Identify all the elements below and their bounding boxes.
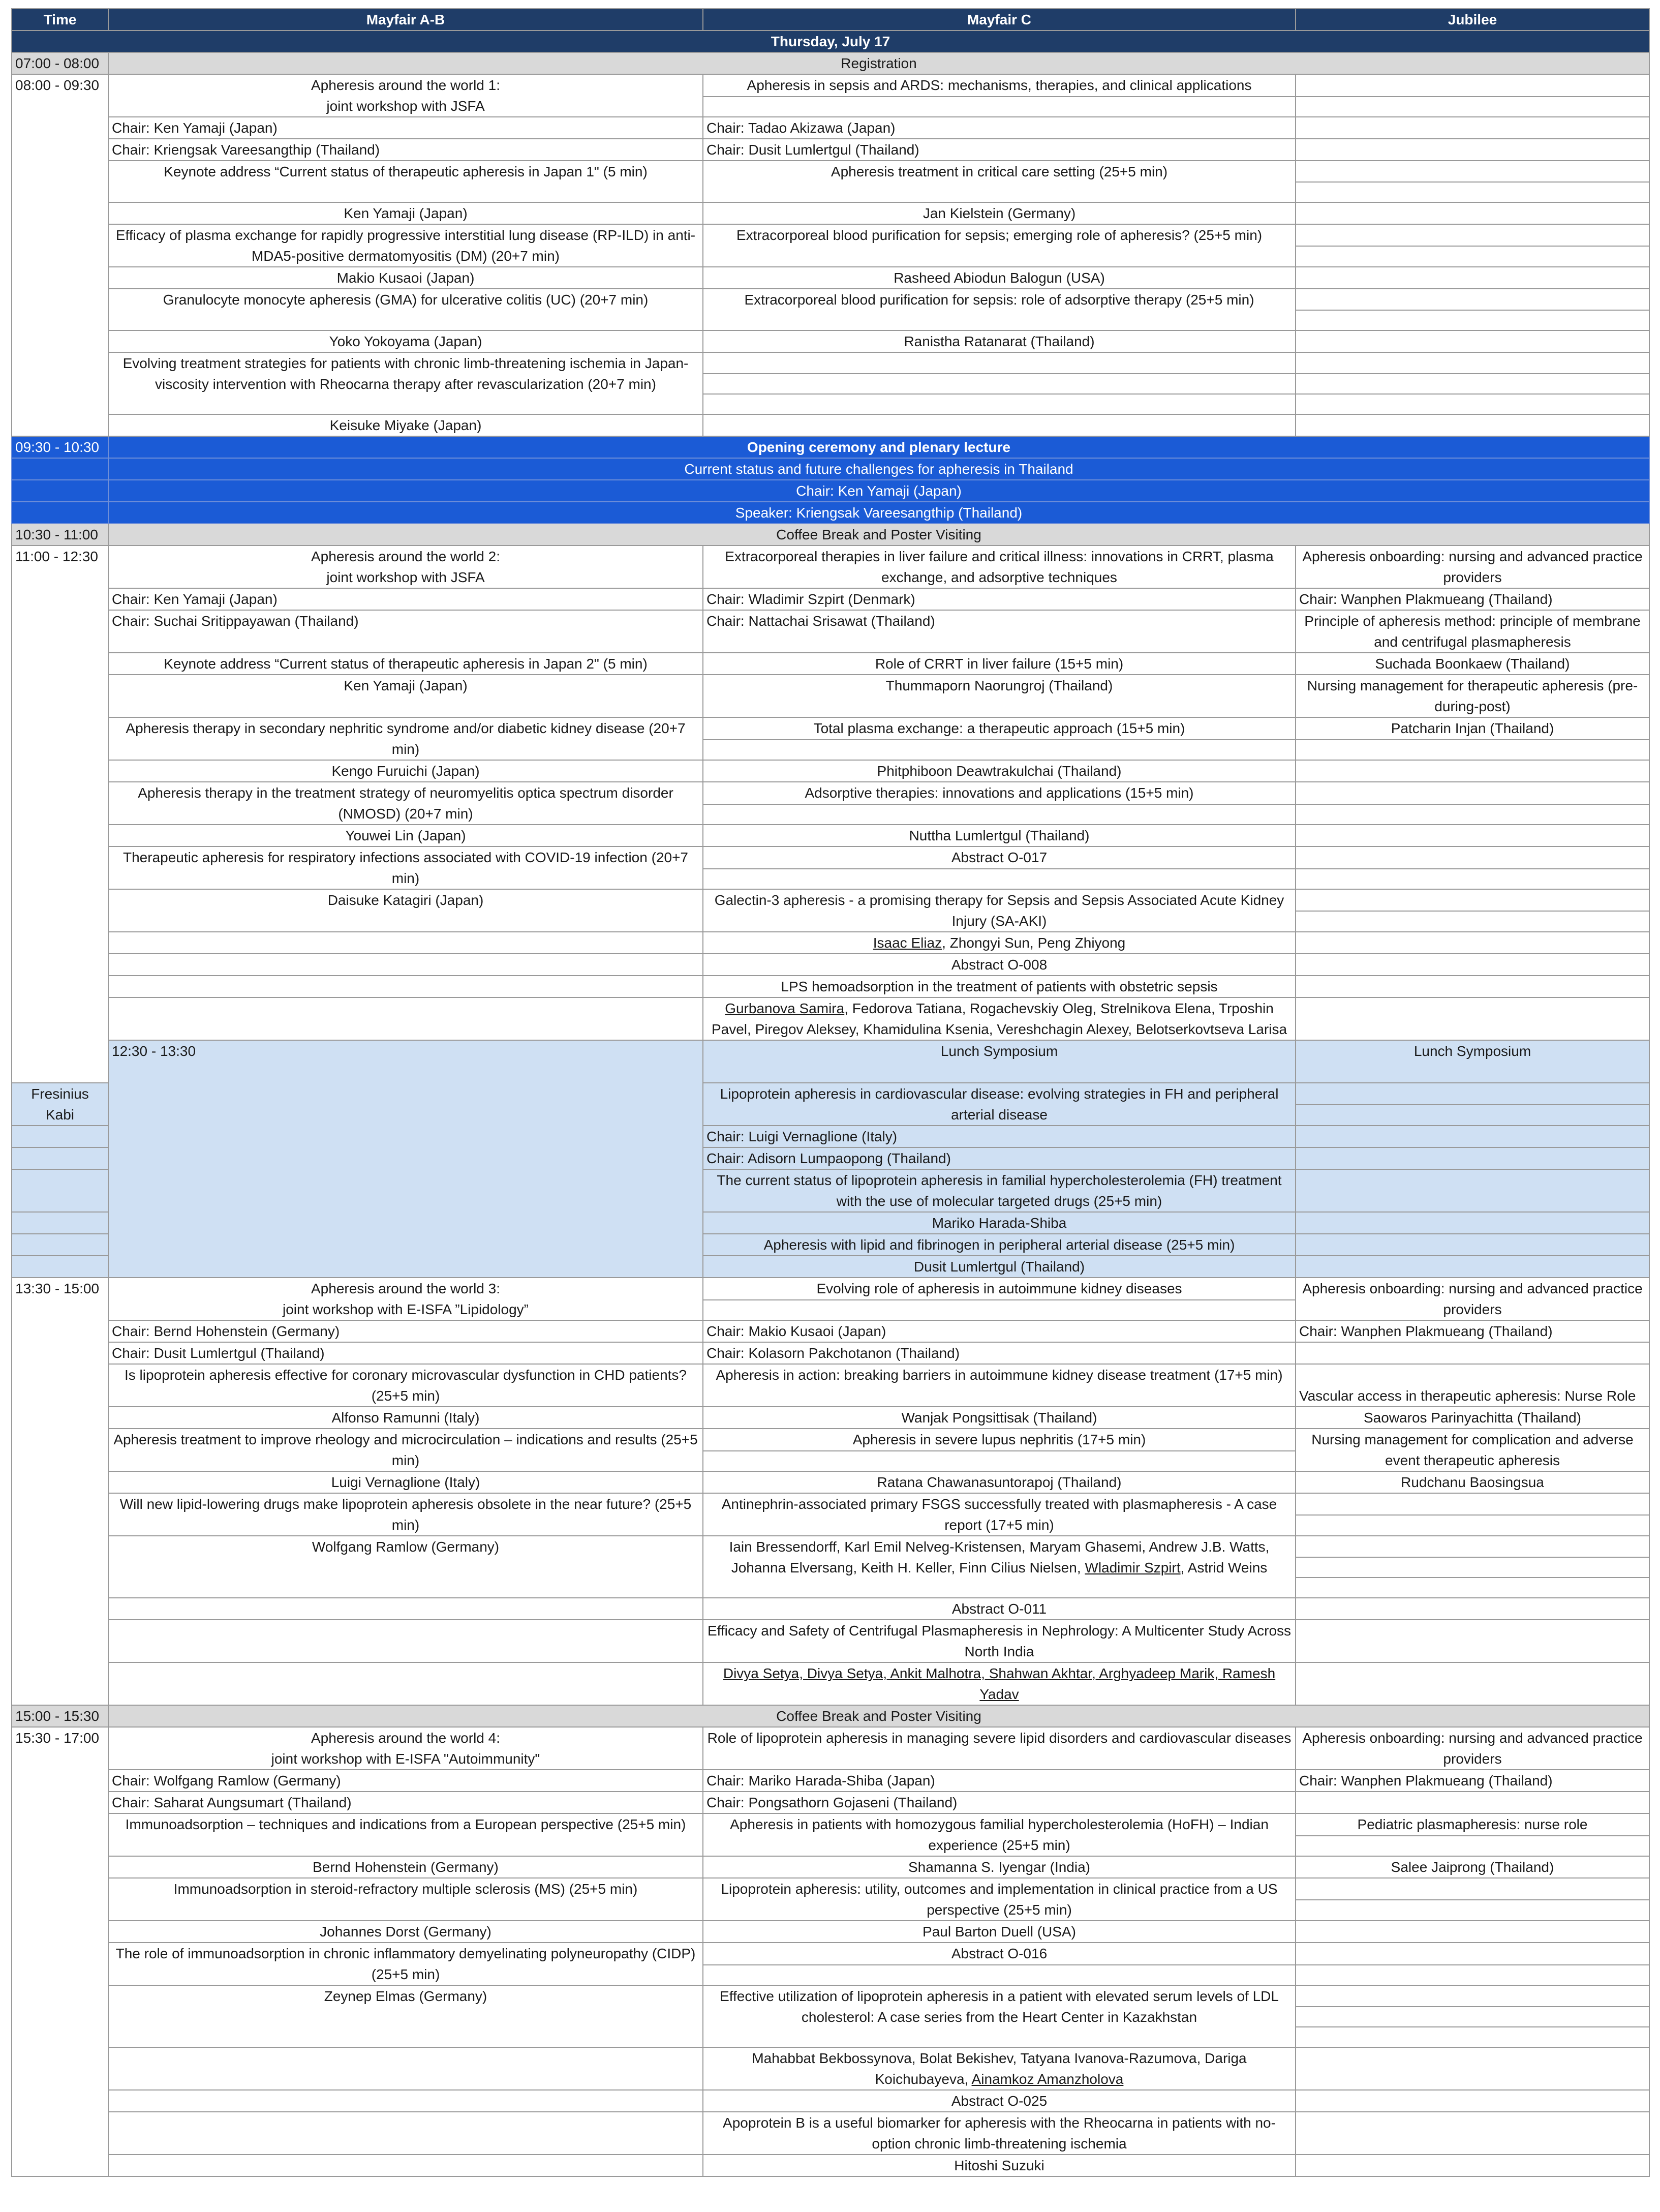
empty-cell (1296, 1578, 1649, 1598)
program-sheet (11, 8, 1649, 2177)
talk-title: Immunoadsorption in steroid-refractory multiple sclerosis (MS) (25+5 min) (108, 1878, 703, 1921)
session-title: Apheresis around the world 3: joint workshop with E-ISFA ”Lipidology” (108, 1278, 703, 1320)
talk-title: Immunoadsorption – techniques and indications from a European perspective (25+5 min) (108, 1813, 703, 1856)
empty-cell (1296, 760, 1649, 782)
abstract-number: Abstract O-017 (703, 846, 1296, 869)
presenting-author: Wladimir Szpirt (1085, 1560, 1181, 1575)
empty-cell (1296, 1900, 1649, 1921)
empty-cell (1296, 782, 1649, 804)
talk-title: Lipoprotein apheresis in cardiovascular disease: evolving strategies in FH and peripheral arterial disease (703, 1083, 1296, 1126)
empty-cell (703, 1451, 1296, 1471)
speaker-name: Wanjak Pongsittisak (Thailand) (703, 1407, 1296, 1429)
empty-cell (1296, 352, 1649, 374)
co-authors: , Fedorova Tatiana, Rogachevskiy Oleg, Strelnikova Elena, Trposhin Pavel, Piregov Aleksey, Khamidulina Ksenia, Vereshchagin Alexey, Belotserkovtseva Larisa (711, 1001, 1287, 1037)
chair-line: Chair: Kriengsak Vareesangthip (Thailand) (108, 139, 703, 161)
empty-cell (108, 997, 703, 1040)
coffee-break-label: Coffee Break and Poster Visiting (108, 1705, 1649, 1727)
talk-title: Total plasma exchange: a therapeutic approach (15+5 min) (703, 717, 1296, 740)
speaker-name: Thummaporn Naorungroj (Thailand) (703, 675, 1296, 717)
empty-cell (1296, 414, 1649, 436)
speaker-name: Salee Jaiprong (Thailand) (1296, 1856, 1649, 1878)
registration-label: Registration (108, 52, 1649, 74)
empty-cell (1296, 1985, 1649, 2007)
talk-title: Apheresis treatment in critical care setting (25+5 min) (703, 161, 1296, 202)
empty-cell (1296, 976, 1649, 997)
talk-title: Antinephrin-associated primary FSGS successfully treated with plasmapheresis - A case report (17+5 min) (703, 1493, 1296, 1536)
empty-cell (703, 414, 1296, 436)
chair-line: Chair: Kolasorn Pakchotanon (Thailand) (703, 1342, 1296, 1364)
empty-cell (703, 1300, 1296, 1320)
speaker-name: Phitphiboon Deawtrakulchai (Thailand) (703, 760, 1296, 782)
session-title: Apheresis around the world 4: joint workshop with E-ISFA "Autoimmunity" (108, 1727, 703, 1770)
time-cell: 07:00 - 08:00 (12, 52, 108, 74)
empty-cell (12, 1256, 108, 1278)
presenting-author: Divya Setya, Divya Setya, Ankit Malhotra, Shahwan Akhtar, Arghyadeep Marik, Ramesh Yadav (723, 1665, 1276, 1702)
chair-line: Chair: Wanphen Plakmueang (Thailand) (1296, 588, 1649, 610)
empty-cell (1296, 1878, 1649, 1900)
speaker-name: Dusit Lumlertgul (Thailand) (703, 1256, 1296, 1278)
talk-title: Therapeutic apheresis for respiratory infections associated with COVID-19 infection (20+7 min) (108, 846, 703, 889)
time-cell: 13:30 - 15:00 (12, 1278, 108, 1705)
speaker-name: Bernd Hohenstein (Germany) (108, 1856, 703, 1878)
chair-line: Chair: Ken Yamaji (Japan) (108, 117, 703, 139)
empty-cell (1296, 182, 1649, 202)
time-cell: 09:30 - 10:30 (12, 436, 108, 458)
co-authors: , Zhongyi Sun, Peng Zhiyong (942, 935, 1126, 951)
speaker-name: Wolfgang Ramlow (Germany) (108, 1536, 703, 1598)
empty-cell (1296, 1943, 1649, 1965)
chair-line: Chair: Wanphen Plakmueang (Thailand) (1296, 1770, 1649, 1792)
empty-cell (1296, 1256, 1649, 1278)
empty-cell (1296, 997, 1649, 1040)
empty-cell (1296, 1493, 1649, 1515)
header-row (12, 9, 1649, 31)
header-mayfair-ab: Mayfair A-B (108, 9, 703, 31)
talk-title: The current status of lipoprotein apheresis in familial hypercholesterolemia (FH) treatment with the use of molecular targeted drugs (25+5 min) (703, 1169, 1296, 1212)
empty-cell (12, 1169, 108, 1212)
chair-line: Chair: Makio Kusaoi (Japan) (703, 1320, 1296, 1342)
empty-cell (1296, 310, 1649, 330)
abstract-authors (703, 932, 1296, 954)
coffee-break-row (12, 1705, 1649, 1727)
speaker-name: Alfonso Ramunni (Italy) (108, 1407, 703, 1429)
chair-line: Chair: Dusit Lumlertgul (Thailand) (703, 139, 1296, 161)
empty-cell (1296, 1515, 1649, 1536)
empty-cell (1296, 1212, 1649, 1234)
plenary-subtitle: Current status and future challenges for apheresis in Thailand (108, 458, 1649, 480)
abstract-title: Efficacy and Safety of Centrifugal Plasmapheresis in Nephrology: A Multicenter Study Across North India (703, 1620, 1296, 1662)
speaker-name: Ken Yamaji (Japan) (108, 675, 703, 717)
empty-cell (108, 932, 703, 954)
empty-cell (1296, 740, 1649, 760)
speaker-name: Shamanna S. Iyengar (India) (703, 1856, 1296, 1878)
speaker-name: Ranistha Ratanarat (Thailand) (703, 330, 1296, 352)
time-cell: 12:30 - 13:30 (108, 1040, 703, 1278)
chair-line: Chair: Pongsathorn Gojaseni (Thailand) (703, 1792, 1296, 1813)
chair-line: Chair: Ken Yamaji (Japan) (108, 588, 703, 610)
talk-title: Apheresis in severe lupus nephritis (17+5 min) (703, 1429, 1296, 1451)
empty-cell (1296, 1169, 1649, 1212)
chair-line: Chair: Wanphen Plakmueang (Thailand) (1296, 1320, 1649, 1342)
speaker-name: Hitoshi Suzuki (703, 2155, 1296, 2176)
empty-cell (1296, 330, 1649, 352)
empty-cell (1296, 289, 1649, 310)
session-row (12, 74, 1649, 97)
time-cell: 15:00 - 15:30 (12, 1705, 108, 1727)
chair-line: Chair: Suchai Sritippayawan (Thailand) (108, 610, 703, 653)
speaker-name: Keisuke Miyake (Japan) (108, 414, 703, 436)
empty-cell (1296, 2027, 1649, 2047)
speaker-name: Makio Kusaoi (Japan) (108, 267, 703, 289)
session-title: Apheresis onboarding: nursing and advanced practice providers (1296, 546, 1649, 588)
talk-title: The role of immunoadsorption in chronic inflammatory demyelinating polyneuropathy (CIDP) (25+5 min) (108, 1943, 703, 1985)
talk-title: Apheresis in action: breaking barriers in autoimmune kidney disease treatment (17+5 min) (703, 1364, 1296, 1407)
abstract-authors (703, 2047, 1296, 2090)
co-authors: Mahabbat Bekbossynova, Bolat Bekishev, Tatyana Ivanova-Razumova, Dariga Koichubayeva, (752, 2050, 1247, 2087)
abstract-title: LPS hemoadsorption in the treatment of patients with obstetric sepsis (703, 976, 1296, 997)
talk-title: Evolving treatment strategies for patients with chronic limb-threatening ischemia in Japan-viscosity intervention with Rheocarna therapy after revascularization (20+7 min) (108, 352, 703, 414)
abstract-title: Effective utilization of lipoprotein apheresis in a patient with elevated serum levels of LDL cholesterol: A case series from the Heart Center in Kazakhstan (703, 1985, 1296, 2047)
empty-cell (108, 2155, 703, 2176)
header-time: Time (12, 9, 108, 31)
empty-cell (1296, 1536, 1649, 1557)
talk-title: Keynote address “Current status of therapeutic apheresis in Japan 2" (5 min) (108, 653, 703, 675)
co-authors: Iain Bressendorff, Karl Emil Nelveg-Kristensen, Maryam Ghasemi, Andrew J.B. Watts, Johanna Elversang, Keith H. Keller, Finn Cilius Nielsen, (729, 1539, 1270, 1575)
talk-title: Will new lipid-lowering drugs make lipoprotein apheresis obsolete in the near future? (25+5 min) (108, 1493, 703, 1536)
plenary-row (12, 436, 1649, 458)
abstract-number: Abstract O-025 (703, 2090, 1296, 2112)
session-title: Extracorporeal therapies in liver failure and critical illness: innovations in CRRT, plasma exchange, and adsorptive techniques (703, 546, 1296, 588)
talk-title: Apheresis therapy in the treatment strategy of neuromyelitis optica spectrum disorder (NMOSD) (20+7 min) (108, 782, 703, 825)
time-cell: 10:30 - 11:00 (12, 524, 108, 546)
empty-cell (12, 502, 108, 524)
empty-cell (1296, 202, 1649, 224)
talk-title: Apheresis treatment to improve rheology and microcirculation – indications and results (25+5 min) (108, 1429, 703, 1471)
chair-line: Chair: Wolfgang Ramlow (Germany) (108, 1770, 703, 1792)
talk-title: Pediatric plasmapheresis: nurse role (1296, 1813, 1649, 1836)
time-cell: 15:30 - 17:00 (12, 1727, 108, 2176)
empty-cell (1296, 869, 1649, 889)
session-title: Apheresis around the world 1: joint workshop with JSFA (108, 74, 703, 117)
empty-cell (108, 2047, 703, 2090)
empty-cell (1296, 1557, 1649, 1578)
speaker-name: Paul Barton Duell (USA) (703, 1921, 1296, 1943)
header-jubilee: Jubilee (1296, 9, 1649, 31)
talk-title: Granulocyte monocyte apheresis (GMA) for ulcerative colitis (UC) (20+7 min) (108, 289, 703, 330)
empty-cell (1296, 1620, 1649, 1662)
speaker-name: Ratana Chawanasuntorapoj (Thailand) (703, 1471, 1296, 1493)
empty-cell (1296, 911, 1649, 932)
empty-cell (1296, 1342, 1649, 1364)
speaker-name: Yoko Yokoyama (Japan) (108, 330, 703, 352)
talk-title: Principle of apheresis method: principle of membrane and centrifugal plasmapheresis (1296, 610, 1649, 653)
session-title: Apheresis around the world 2: joint workshop with JSFA (108, 546, 703, 588)
plenary-title: Opening ceremony and plenary lecture (108, 436, 1649, 458)
time-cell: 11:00 - 12:30 (12, 546, 108, 1083)
day-row (12, 31, 1649, 52)
speaker-name: Youwei Lin (Japan) (108, 825, 703, 846)
empty-cell (108, 1662, 703, 1705)
empty-cell (1296, 1921, 1649, 1943)
chair-line: Chair: Nattachai Srisawat (Thailand) (703, 610, 1296, 653)
registration-row (12, 52, 1649, 74)
sponsor-name: Fresinius Kabi (12, 1083, 108, 1126)
empty-cell (108, 2112, 703, 2155)
empty-cell (1296, 246, 1649, 267)
speaker-name: Nuttha Lumlertgul (Thailand) (703, 825, 1296, 846)
empty-cell (703, 374, 1296, 394)
abstract-authors (703, 1536, 1296, 1598)
speaker-name: Patcharin Injan (Thailand) (1296, 717, 1649, 740)
coffee-break-row (12, 524, 1649, 546)
presenting-author: Isaac Eliaz (873, 935, 942, 951)
empty-cell (1296, 1234, 1649, 1256)
speaker-name: Ken Yamaji (Japan) (108, 202, 703, 224)
empty-cell (703, 97, 1296, 117)
empty-cell (703, 352, 1296, 374)
empty-cell (1296, 2090, 1649, 2112)
speaker-name: Johannes Dorst (Germany) (108, 1921, 703, 1943)
abstract-number: Abstract O-008 (703, 954, 1296, 976)
empty-cell (1296, 1147, 1649, 1169)
abstract-title: Apoprotein B is a useful biomarker for apheresis with the Rheocarna in patients with no-option chronic limb-threatening ischemia (703, 2112, 1296, 2155)
empty-cell (703, 740, 1296, 760)
talk-title: Vascular access in therapeutic apheresis: Nurse Role (1296, 1364, 1649, 1407)
abstract-authors (703, 997, 1296, 1040)
presenting-author: Gurbanova Samira (725, 1001, 845, 1016)
speaker-name: Saowaros Parinyachitta (Thailand) (1296, 1407, 1649, 1429)
session-title: Evolving role of apheresis in autoimmune kidney diseases (703, 1278, 1296, 1300)
empty-cell (703, 804, 1296, 825)
empty-cell (108, 2090, 703, 2112)
empty-cell (108, 976, 703, 997)
chair-line: Chair: Dusit Lumlertgul (Thailand) (108, 1342, 703, 1364)
empty-cell (1296, 2007, 1649, 2027)
lunch-title: Lunch Symposium (1296, 1040, 1649, 1083)
coffee-break-label: Coffee Break and Poster Visiting (108, 524, 1649, 546)
abstract-number: Abstract O-016 (703, 1943, 1296, 1965)
empty-cell (1296, 394, 1649, 414)
empty-cell (1296, 1126, 1649, 1147)
speaker-name: Rudchanu Baosingsua (1296, 1471, 1649, 1493)
lunch-title: Lunch Symposium (703, 1040, 1296, 1083)
lunch-row (12, 1040, 1649, 1083)
talk-title: Nursing management for complication and adverse event therapeutic apheresis (1296, 1429, 1649, 1471)
chair-line: Chair: Luigi Vernaglione (Italy) (703, 1126, 1296, 1147)
empty-cell (108, 954, 703, 976)
speaker-name: Luigi Vernaglione (Italy) (108, 1471, 703, 1493)
empty-cell (1296, 139, 1649, 161)
empty-cell (12, 1126, 108, 1147)
empty-cell (1296, 161, 1649, 182)
plenary-speaker: Speaker: Kriengsak Vareesangthip (Thailand) (108, 502, 1649, 524)
empty-cell (1296, 1792, 1649, 1813)
talk-title: Is lipoprotein apheresis effective for coronary microvascular dysfunction in CHD patients? (25+5 min) (108, 1364, 703, 1407)
empty-cell (1296, 804, 1649, 825)
empty-cell (1296, 224, 1649, 246)
empty-cell (1296, 1965, 1649, 1985)
empty-cell (12, 480, 108, 502)
talk-title: Apheresis therapy in secondary nephritic syndrome and/or diabetic kidney disease (20+7 min) (108, 717, 703, 760)
speaker-name: Rasheed Abiodun Balogun (USA) (703, 267, 1296, 289)
speaker-name: Suchada Boonkaew (Thailand) (1296, 653, 1649, 675)
header-mayfair-c: Mayfair C (703, 9, 1296, 31)
session-title: Role of lipoprotein apheresis in managing severe lipid disorders and cardiovascular diseases (703, 1727, 1296, 1770)
chair-line: Chair: Tadao Akizawa (Japan) (703, 117, 1296, 139)
co-authors: , Astrid Weins (1180, 1560, 1268, 1575)
talk-title: Role of CRRT in liver failure (15+5 min) (703, 653, 1296, 675)
empty-cell (12, 458, 108, 480)
chair-line: Chair: Bernd Hohenstein (Germany) (108, 1320, 703, 1342)
day-label: Thursday, July 17 (12, 31, 1649, 52)
empty-cell (1296, 117, 1649, 139)
empty-cell (1296, 846, 1649, 869)
empty-cell (1296, 1662, 1649, 1705)
talk-title: Adsorptive therapies: innovations and applications (15+5 min) (703, 782, 1296, 804)
empty-cell (12, 1234, 108, 1256)
chair-line: Chair: Wladimir Szpirt (Denmark) (703, 588, 1296, 610)
talk-title: Nursing management for therapeutic apheresis (pre-during-post) (1296, 675, 1649, 717)
empty-cell (108, 1598, 703, 1620)
empty-cell (1296, 889, 1649, 911)
talk-title: Extracorporeal blood purification for sepsis; emerging role of apheresis? (25+5 min) (703, 224, 1296, 267)
chair-line: Chair: Adisorn Lumpaopong (Thailand) (703, 1147, 1296, 1169)
talk-title: Extracorporeal blood purification for sepsis: role of adsorptive therapy (25+5 min) (703, 289, 1296, 330)
empty-cell (1296, 2112, 1649, 2155)
chair-line: Chair: Saharat Aungsumart (Thailand) (108, 1792, 703, 1813)
speaker-name: Daisuke Katagiri (Japan) (108, 889, 703, 932)
empty-cell (108, 1620, 703, 1662)
empty-cell (12, 1212, 108, 1234)
empty-cell (1296, 1105, 1649, 1126)
plenary-chair: Chair: Ken Yamaji (Japan) (108, 480, 1649, 502)
empty-cell (1296, 374, 1649, 394)
chair-line: Chair: Mariko Harada-Shiba (Japan) (703, 1770, 1296, 1792)
abstract-authors (703, 1662, 1296, 1705)
talk-title: Keynote address “Current status of therapeutic apheresis in Japan 1" (5 min) (108, 161, 703, 202)
empty-cell (703, 869, 1296, 889)
program-table (11, 8, 1650, 2177)
empty-cell (1296, 932, 1649, 954)
empty-cell (1296, 97, 1649, 117)
speaker-name: Zeynep Elmas (Germany) (108, 1985, 703, 2047)
empty-cell (1296, 2047, 1649, 2090)
abstract-number: Abstract O-011 (703, 1598, 1296, 1620)
talk-title: Apheresis with lipid and fibrinogen in peripheral arterial disease (25+5 min) (703, 1234, 1296, 1256)
speaker-name: Kengo Furuichi (Japan) (108, 760, 703, 782)
speaker-name: Mariko Harada-Shiba (703, 1212, 1296, 1234)
empty-cell (1296, 1598, 1649, 1620)
talk-title: Apheresis in patients with homozygous familial hypercholesterolemia (HoFH) – Indian experience (25+5 min) (703, 1813, 1296, 1856)
session-row (12, 1278, 1649, 1300)
time-cell: 08:00 - 09:30 (12, 74, 108, 436)
presenting-author: Ainamkoz Amanzholova (971, 2071, 1124, 2087)
talk-title: Lipoprotein apheresis: utility, outcomes and implementation in clinical practice from a US perspective (25+5 min) (703, 1878, 1296, 1921)
empty-cell (12, 1147, 108, 1169)
empty-cell (703, 394, 1296, 414)
empty-cell (1296, 954, 1649, 976)
empty-cell (703, 1965, 1296, 1985)
empty-cell (1296, 2155, 1649, 2176)
empty-cell (1296, 1083, 1649, 1105)
talk-title: Efficacy of plasma exchange for rapidly progressive interstitial lung disease (RP-ILD) in anti-MDA5-positive dermatomyositis (DM) (20+7 min) (108, 224, 703, 267)
abstract-title: Galectin-3 apheresis - a promising therapy for Sepsis and Sepsis Associated Acute Kidney Injury (SA-AKI) (703, 889, 1296, 932)
empty-cell (1296, 1836, 1649, 1856)
empty-cell (1296, 267, 1649, 289)
empty-cell (1296, 825, 1649, 846)
session-title: Apheresis onboarding: nursing and advanced practice providers (1296, 1278, 1649, 1320)
speaker-name: Jan Kielstein (Germany) (703, 202, 1296, 224)
empty-cell (1296, 74, 1649, 97)
session-title: Apheresis in sepsis and ARDS: mechanisms, therapies, and clinical applications (703, 74, 1296, 97)
session-title: Apheresis onboarding: nursing and advanced practice providers (1296, 1727, 1649, 1770)
